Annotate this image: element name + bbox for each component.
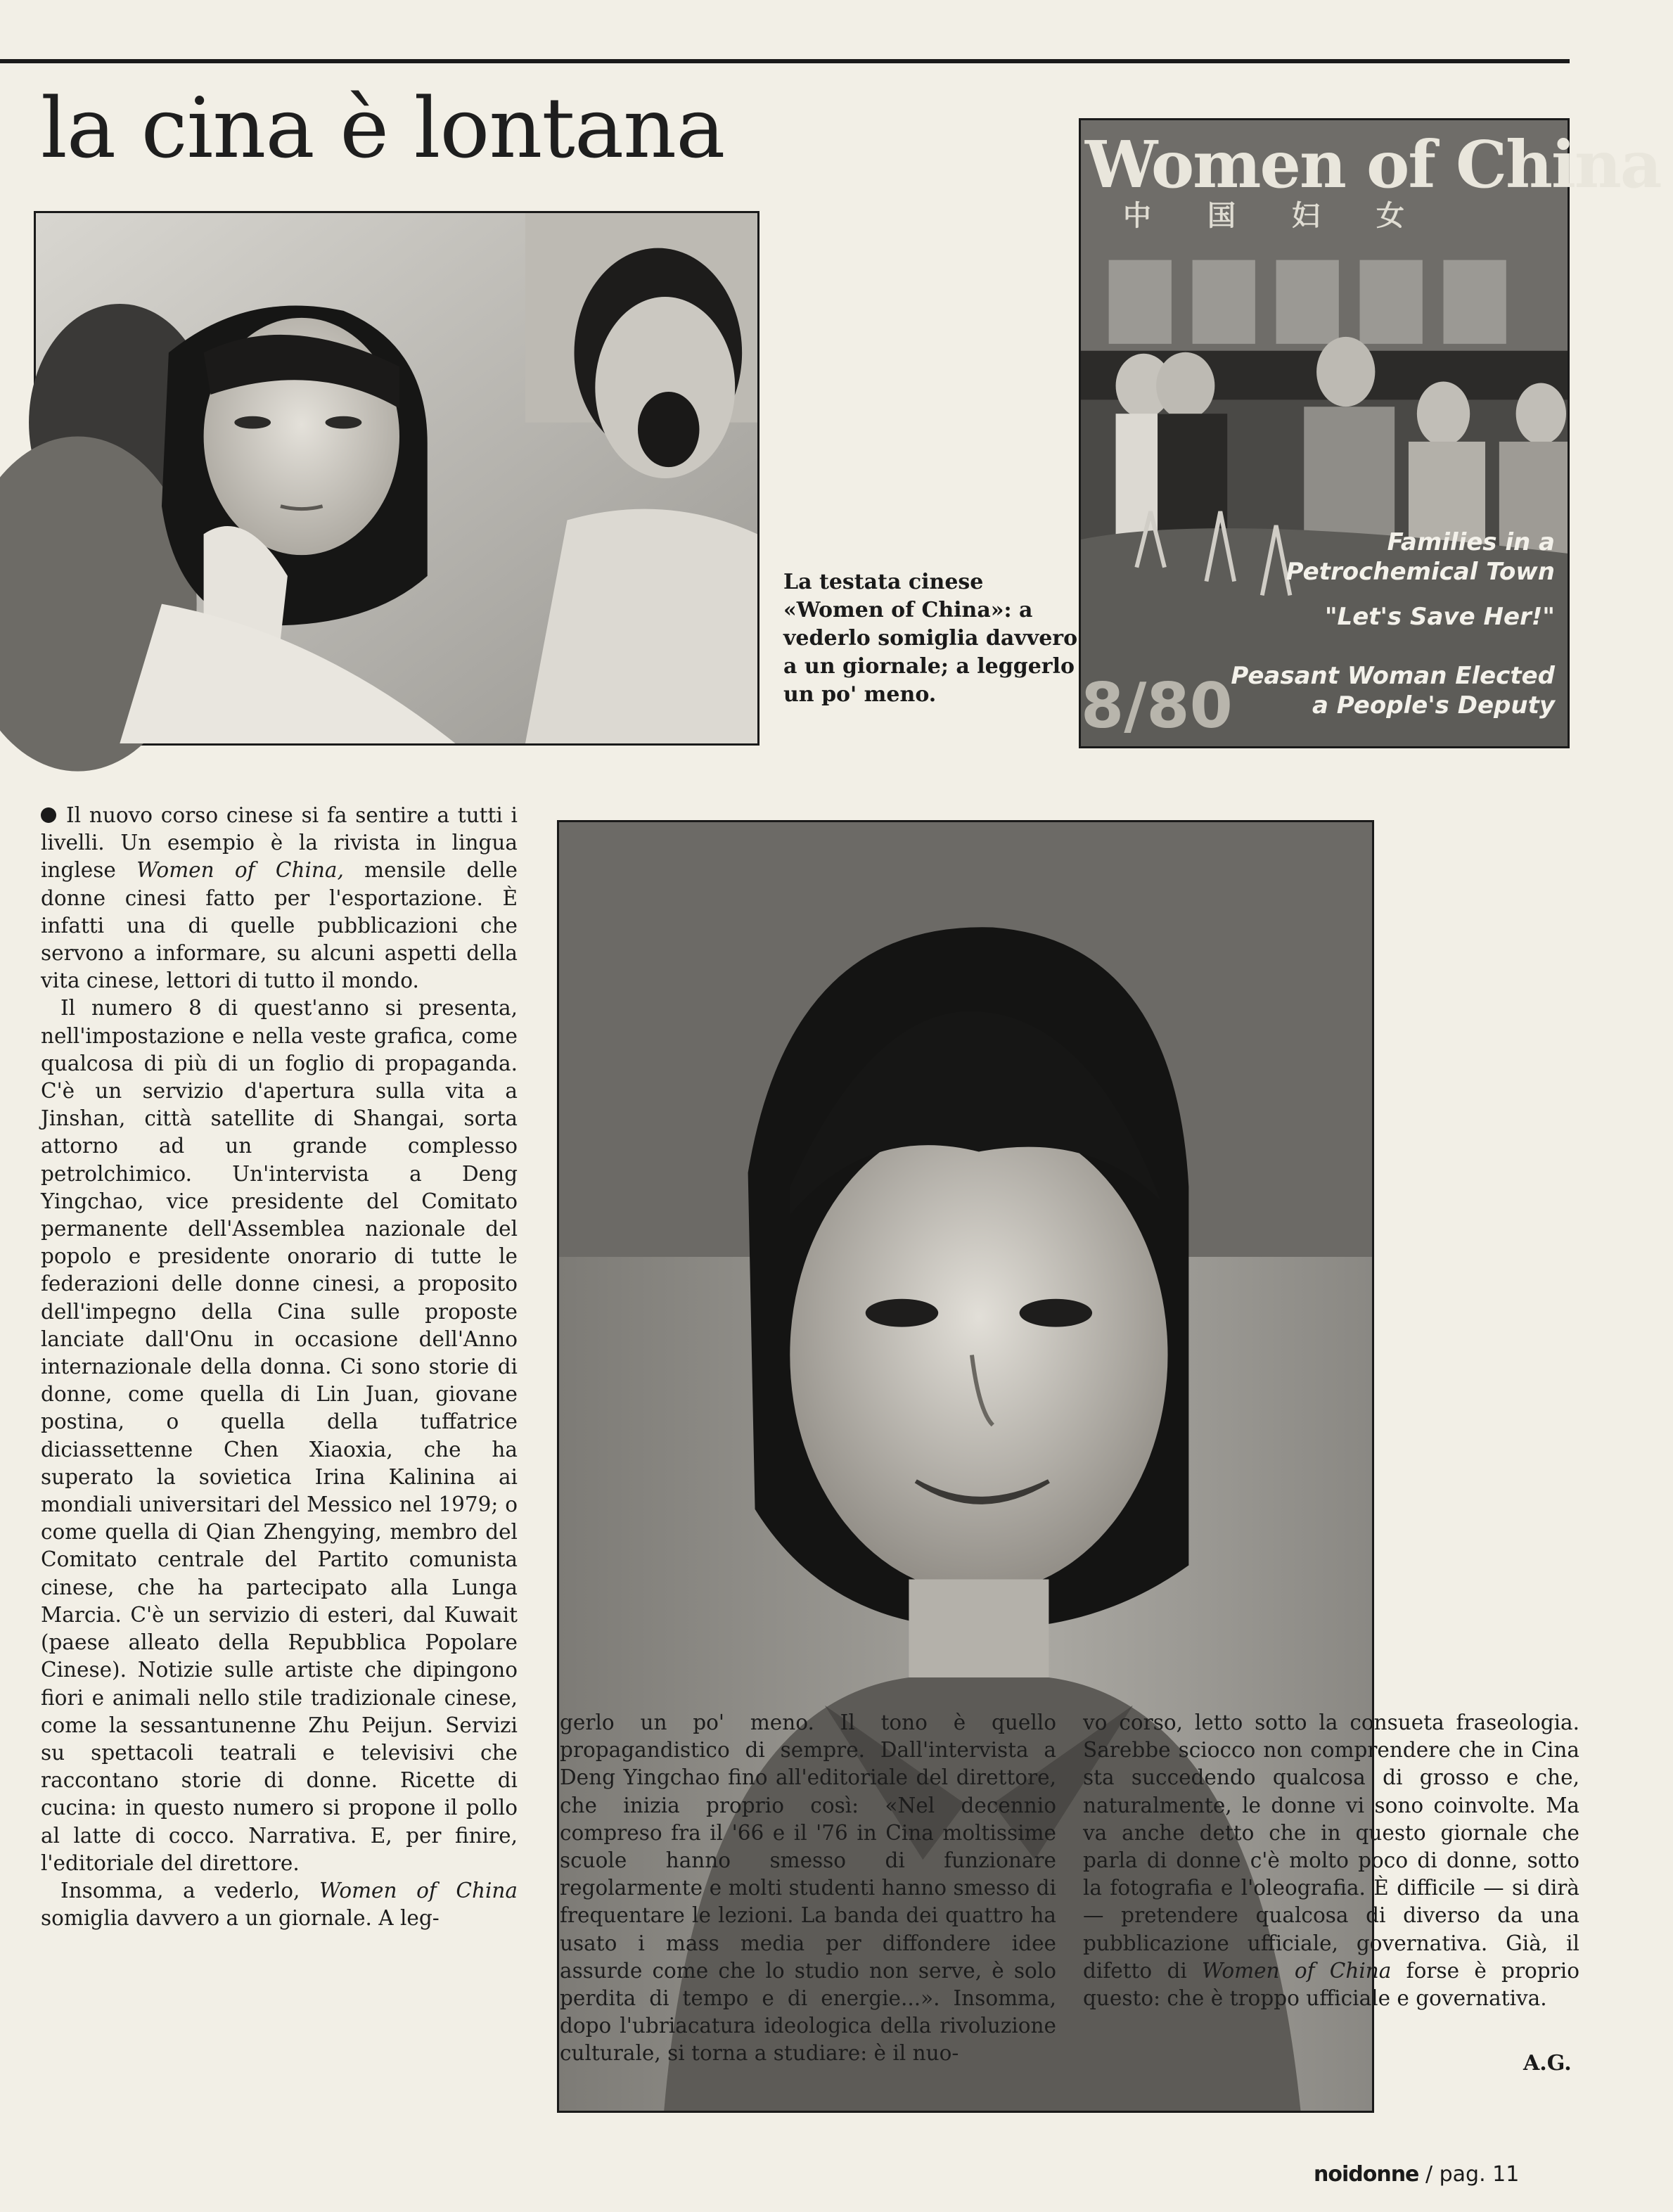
cover-issue-number: 8/80 xyxy=(1081,670,1233,742)
article-text: mensile delle donne cinesi fatto per l'esportazione. È infatti una di quelle pubblicazioni che servono a informare, su alcuni aspetti della vita cinese, lettori di tutto il mondo. xyxy=(41,858,518,993)
article-column-2 xyxy=(560,1709,1056,2068)
magazine-title: Women of China xyxy=(319,1878,518,1903)
article-text: Insomma, a vederlo, xyxy=(60,1878,319,1903)
article-text: forse è proprio questo: che è troppo ufficiale e governativa. xyxy=(1083,1958,1579,2011)
article-text: Il nuovo corso cinese si fa sentire a tutti i livelli. Un esempio è la rivista in lingua inglese xyxy=(41,803,518,883)
author-initials: A.G. xyxy=(1523,2051,1572,2076)
article-paragraph: Il numero 8 di quest'anno si presenta, nell'impostazione e nella veste grafica, come qualcosa di più di un foglio di propaganda. C'è un servizio d'apertura sulla vita a Jinshan, città satellite di Shangai, sorta attorno ad un grande complesso petrolchimico. Un'intervista a Deng Yingchao, vice presidente del Comitato permanente dell'Assemblea nazionale del popolo e presidente onorario di tutte le federazioni delle donne cinesi, a proposito dell'impegno della Cina sulle proposte lanciate dall'Onu in occasione dell'Anno internazionale della donna. Ci sono storie di donne, come quella di Lin Juan, giovane postina, o quella della tuffatrice diciassettenne Chen Xiaoxia, che ha superato la sovietica Irina Kalinina ai mondiali universitari del Messico nel 1979; o come quella di Qian Zhengying, membro del Comitato centrale del Partito comunista cinese, che ha partecipato alla Lunga Marcia. C'è un servizio di esteri, dal Kuwait (paese alleato della Repubblica Popolare Cinese). Notizie sulle artiste che dipingono fiori e animali nello stile tradizionale cinese, come la sessantunenne Zhu Peijun. Servizi su spettacoli teatrali e televisivi che raccontano storie di donne. Ricette di cucina: in questo numero si propone il pollo al latte di cocco. Narrativa. E, per finire, l'editoriale del direttore. xyxy=(41,996,518,1875)
crowd-photo xyxy=(34,211,759,746)
bullet-icon xyxy=(41,807,56,823)
crowd-photo-illustration xyxy=(36,213,757,743)
folio-separator: / xyxy=(1425,2162,1433,2187)
article-paragraph: gerlo un po' meno. Il tono è quello propagandistico di sempre. Dall'intervista a Deng Yingchao fino all'editoriale del direttore, che inizia proprio così: «Nel decennio compreso fra il '66 e il '76 in Cina moltissime scuole hanno smesso di funzionare regolarmente e molti studenti hanno smesso di frequentare le lezioni. La banda dei quattro ha usato i mass media per diffondere idee assurde come che lo studio non serve, è solo perdita di tempo e di energie...». Insomma, dopo l'ubriacatura ideologica della rivoluzione culturale, si torna a studiare: è il nuo- xyxy=(560,1711,1056,2066)
article-paragraph xyxy=(41,1877,518,1932)
article-column-3 xyxy=(1083,1709,1579,2012)
magazine-title: Women of China xyxy=(1202,1958,1392,1983)
headline: la cina è lontana xyxy=(41,79,725,177)
top-rule xyxy=(0,59,1570,63)
page-number: pag. 11 xyxy=(1439,2162,1520,2187)
article-column-1 xyxy=(41,802,518,1932)
article-paragraph xyxy=(41,802,518,995)
magazine-cover xyxy=(1079,118,1661,748)
coverline: Families in a xyxy=(1387,528,1555,556)
photo-caption: La testata cinese «Women of China»: a vederlo somiglia davvero a un giornale; a leggerlo un po' meno. xyxy=(783,570,1078,707)
publication-name: noidonne xyxy=(1314,2162,1419,2187)
coverline: a People's Deputy xyxy=(1312,691,1555,720)
magazine-title: Women of China, xyxy=(136,858,344,883)
article-text: somiglia davvero a un giornale. A leg- xyxy=(41,1906,440,1931)
article-text: vo corso, letto sotto la consueta fraseologia. Sarebbe sciocco non comprendere che in Cina sta succedendo qualcosa di grosso e che, naturalmente, le donne vi sono coinvolte. Ma va anche detto che in questo giornale che parla di donne c'è molto poco di donne, sotto la fotografia e l'oleografia. È difficile — si dirà — pretendere qualcosa di diverso da una pubblicazione ufficiale, governativa. Già, il difetto di xyxy=(1083,1711,1579,1983)
cover-masthead-chinese: 中国妇女 xyxy=(1123,200,1461,232)
cover-masthead: Women of China xyxy=(1085,127,1661,203)
coverline: "Let's Save Her!" xyxy=(1324,603,1555,631)
coverline: Peasant Woman Elected xyxy=(1231,662,1555,690)
coverline: Petrochemical Town xyxy=(1286,558,1555,586)
page-footer xyxy=(1314,2161,1519,2189)
article-paragraph xyxy=(1083,1709,1579,2012)
